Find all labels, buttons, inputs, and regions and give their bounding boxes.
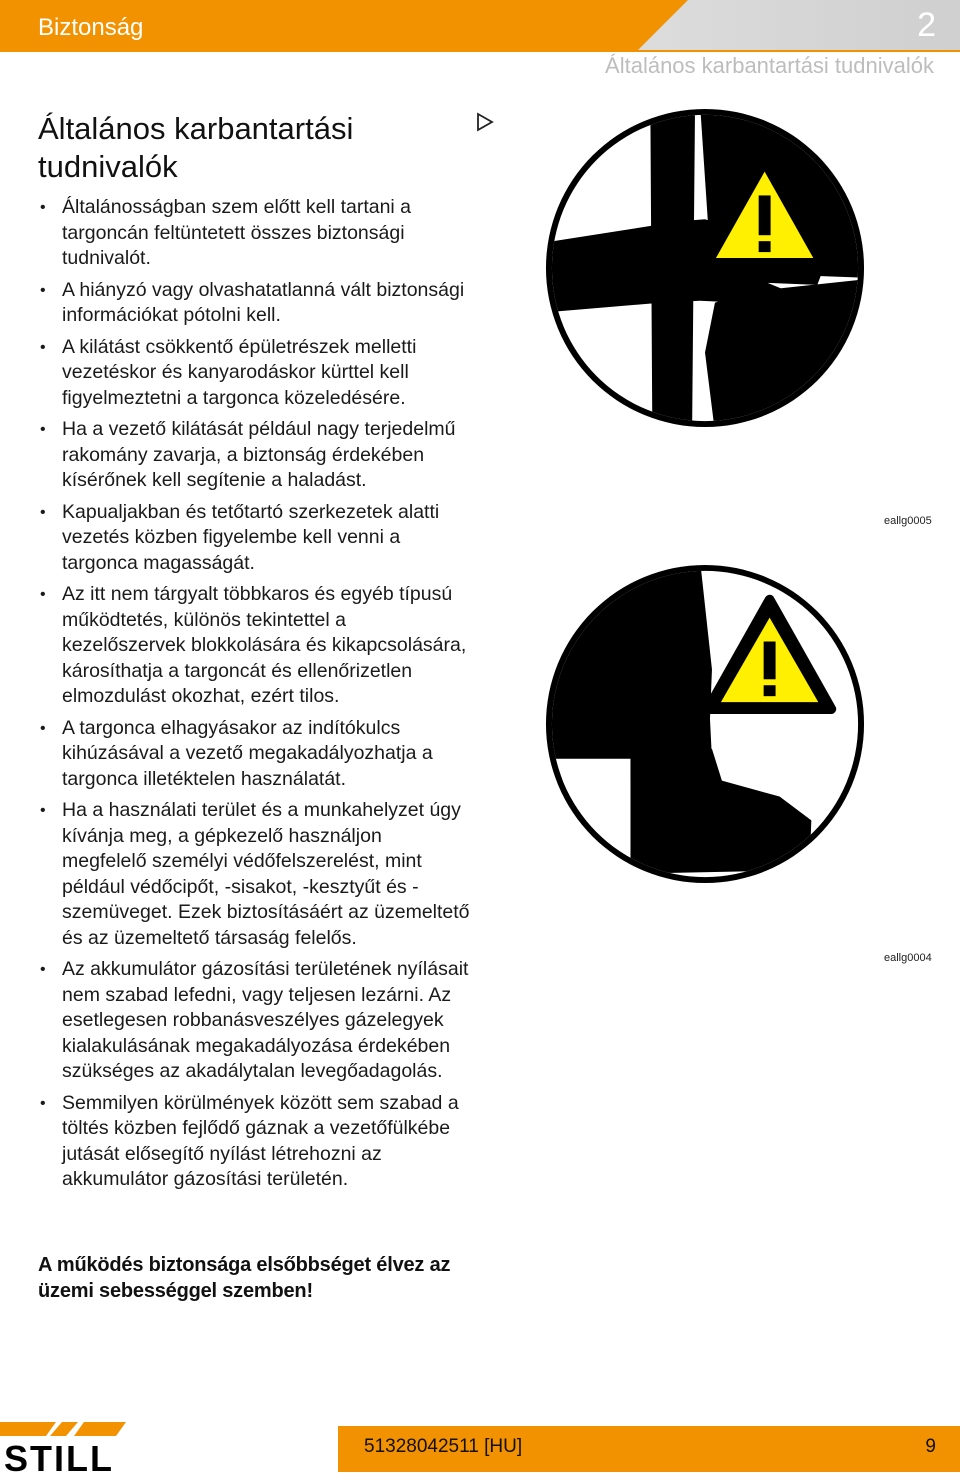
list-item — [38, 417, 470, 494]
bullet-icon: • — [40, 586, 46, 603]
list-item — [38, 582, 470, 710]
list-item — [38, 500, 470, 577]
warning-foot-pictogram-icon — [541, 560, 869, 888]
list-item — [38, 278, 470, 329]
bullet-icon: • — [40, 719, 46, 737]
list-item — [38, 335, 470, 412]
figure-code: eallg0004 — [884, 952, 932, 964]
bullet-icon: • — [40, 802, 46, 819]
list-item-text: Semmilyen körülmények között sem szabad a töltés közben fejlődő gáznak a vezetőfülkébe jutását elősegítő nyílást létrehozni az akkumulátor gázosítási területén. — [62, 1091, 459, 1190]
list-item-text: A kilátást csökkentő épületrészek melletti vezetéskor és kanyarodáskor kürttel kell figyelmeztetni a targonca közeledésére. — [62, 335, 417, 409]
bullet-icon: • — [40, 1094, 46, 1112]
safety-bullet-list — [38, 195, 470, 1199]
bullet-icon: • — [40, 503, 46, 521]
page-number: 9 — [925, 1436, 936, 1457]
list-item-text: A targonca elhagyásakor az indítókulcs kihúzásával a vezető megakadályozhatja a targonca illetéktelen használatát. — [62, 716, 433, 790]
figure-code: eallg0005 — [884, 515, 932, 527]
list-item-text: Ha a vezető kilátását például nagy terjedelmű rakomány zavarja, a biztonság érdekében kísérőnek kell segítenie a haladást. — [62, 418, 456, 491]
bullet-icon: • — [40, 281, 46, 299]
list-item — [38, 716, 470, 793]
still-logo — [0, 1420, 180, 1476]
document-number: 51328042511 [HU] — [364, 1436, 523, 1457]
header-band — [0, 0, 960, 52]
section-title: Biztonság — [38, 14, 144, 41]
list-item — [38, 798, 470, 951]
bullet-icon: • — [40, 338, 46, 356]
list-item — [38, 195, 470, 272]
chapter-subtitle: Általános karbantartási tudnivalók — [605, 53, 934, 78]
svg-text:STILL: STILL — [4, 1438, 114, 1476]
list-item-text: Ha a használati terület és a munkahelyzet úgy kívánja meg, a gépkezelő használjon megfelelő személyi védőfelszerelést, mint például védőcipőt, -sisakot, -kesztyűt és -szemüveget. Ezek biztosításáért az üzemeltető és az üzemeltető társaság felelős. — [62, 799, 470, 949]
warning-hand-pictogram-icon — [541, 104, 869, 432]
list-item-text: Az itt nem tárgyalt többkaros és egyéb típusú működtetés, különös tekintettel a kezelőszervek blokkolására és kikapcsolására, károsíthatja a targoncát és ellenőrizetlen elmozdulást okozhat, ezért tilos. — [62, 583, 467, 707]
page-title: Általános karbantartási tudnivalók — [38, 111, 354, 184]
chapter-number: 2 — [917, 6, 936, 44]
list-item — [38, 957, 470, 1085]
list-item-text: Kapualjakban és tetőtartó szerkezetek alatti vezetés közben figyelembe kell venni a targonca magasságát. — [62, 500, 440, 574]
safety-conclusion: A működés biztonsága elsőbbséget élvez az üzemi sebességgel szemben! — [38, 1254, 451, 1302]
bullet-icon: • — [40, 199, 46, 216]
play-marker-icon — [476, 112, 494, 132]
list-item-text: A hiányzó vagy olvashatatlanná vált biztonsági információkat pótolni kell. — [62, 278, 465, 326]
bullet-icon: • — [40, 421, 46, 438]
bullet-icon: • — [40, 961, 46, 978]
list-item-text: Az akkumulátor gázosítási területének nyílásait nem szabad lefedni, vagy teljesen lezárni. Az esetlegesen robbanásveszélyes gázelegyek kialakulásának megakadályozása érdekében szükséges az akadálytalan levegőadagolás. — [62, 958, 469, 1082]
list-item-text: Általánosságban szem előtt kell tartani a targoncán feltüntetett összes biztonsági tudnivalót. — [62, 196, 412, 269]
list-item — [38, 1091, 470, 1193]
